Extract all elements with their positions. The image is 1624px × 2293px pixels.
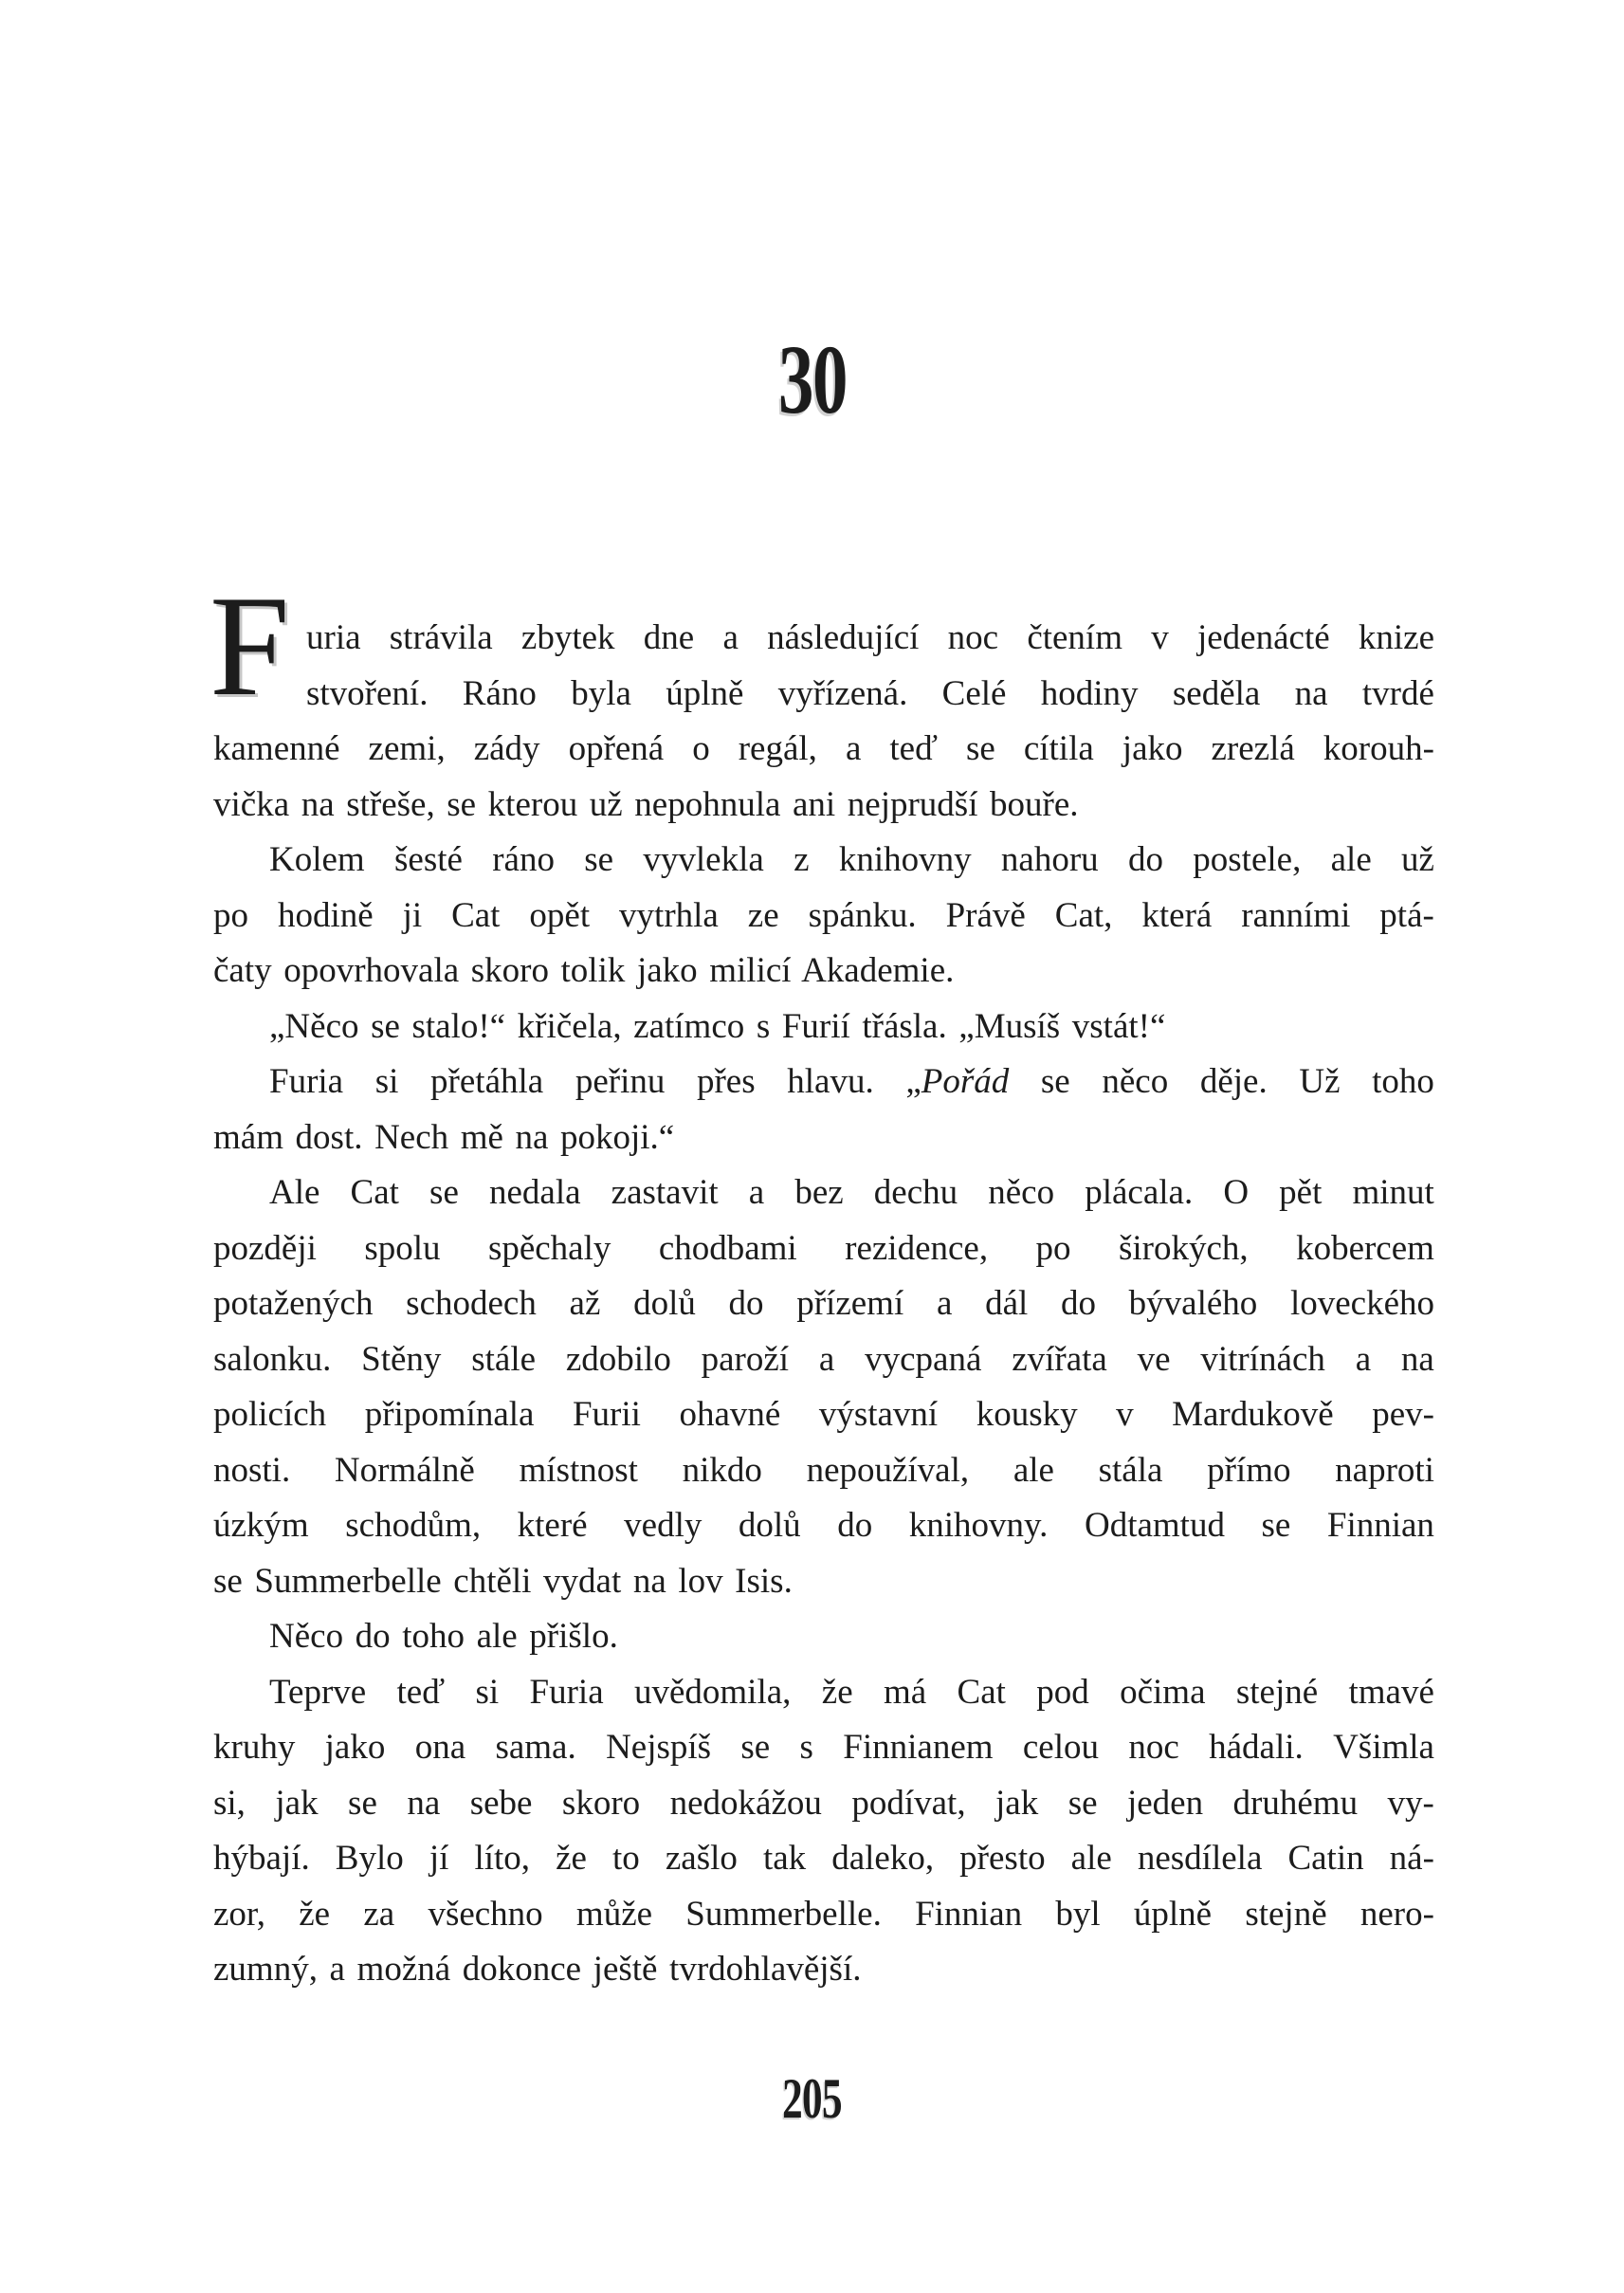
page-number-text: 205 xyxy=(782,2067,842,2130)
text-line: kamenné zemi, zády opřená o regál, a teď se cítila jako zrezlá korouh- xyxy=(213,729,1434,768)
text-line: čaty opovrhovala skoro tolik jako milicí Akademie. xyxy=(213,951,955,990)
text-line: Teprve teď si Furia uvědomila, že má Cat pod očima stejné tmavé xyxy=(269,1672,1434,1712)
text-line: vička na střeše, se kterou už nepohnula ani nejprudší bouře. xyxy=(213,784,1079,824)
text-line: po hodině ji Cat opět vytrhla ze spánku. Právě Cat, která ranními ptá- xyxy=(213,895,1434,935)
text-line: uria strávila zbytek dne a následující noc čtením v jedenácté knize xyxy=(306,618,1434,657)
paragraph xyxy=(213,1665,1434,1998)
text-line: se Summerbelle chtěli vydat na lov Isis. xyxy=(213,1561,793,1601)
text-line: Kolem šesté ráno se vyvlekla z knihovny nahoru do postele, ale už xyxy=(269,840,1434,879)
text-line: úzkým schodům, které vedly dolů do knihovny. Odtamtud se Finnian xyxy=(213,1506,1434,1545)
text-line: kruhy jako ona sama. Nejspíš se s Finnianem celou noc hádali. Všimla xyxy=(213,1728,1434,1767)
text-line: si, jak se na sebe skoro nedokážou podívat, jak se jeden druhému vy- xyxy=(213,1783,1434,1823)
drop-cap-letter: F xyxy=(210,566,290,725)
paragraph xyxy=(213,1165,1434,1609)
text-line: hýbají. Bylo jí líto, že to zašlo tak daleko, přesto ale nesdílela Catin ná- xyxy=(213,1839,1434,1878)
text-line: Furia si přetáhla peřinu přes hlavu. „Pořád se něco děje. Už toho xyxy=(269,1062,1434,1101)
paragraph xyxy=(210,566,1434,833)
text-line: Ale Cat se nedala zastavit a bez dechu něco plácala. O pět minut xyxy=(269,1173,1434,1212)
paragraph xyxy=(213,1000,1434,1055)
text-line: Něco do toho ale přišlo. xyxy=(269,1617,618,1656)
body-text xyxy=(210,566,1434,1998)
paragraph xyxy=(213,1055,1434,1165)
text-line: zor, že za všechno může Summerbelle. Finnian byl úplně stejně nero- xyxy=(213,1894,1434,1934)
paragraph xyxy=(213,1609,1434,1665)
text-line: mám dost. Nech mě na pokoji.“ xyxy=(213,1117,675,1157)
text-line: nosti. Normálně místnost nikdo nepoužíval, ale stála přímo naproti xyxy=(213,1450,1434,1490)
page-number xyxy=(0,2067,1624,2130)
text-line: zumný, a možná dokonce ještě tvrdohlavější. xyxy=(213,1950,862,1989)
text-line: stvoření. Ráno byla úplně vyřízená. Celé hodiny seděla na tvrdé xyxy=(306,673,1434,713)
chapter-number xyxy=(0,325,1624,434)
text-line: „Něco se stalo!“ křičela, zatímco s Furií třásla. „Musíš vstát!“ xyxy=(269,1006,1166,1046)
text-line: policích připomínala Furii ohavné výstavní kousky v Mardukově pev- xyxy=(213,1395,1434,1434)
text-line: později spolu spěchaly chodbami rezidence, po širokých, kobercem xyxy=(213,1228,1434,1268)
paragraph xyxy=(213,833,1434,1000)
chapter-number-text: 30 xyxy=(777,325,847,434)
text-line: salonku. Stěny stále zdobilo paroží a vycpaná zvířata ve vitrínách a na xyxy=(213,1339,1434,1379)
text-line: potažených schodech až dolů do přízemí a dál do bývalého loveckého xyxy=(213,1284,1434,1323)
